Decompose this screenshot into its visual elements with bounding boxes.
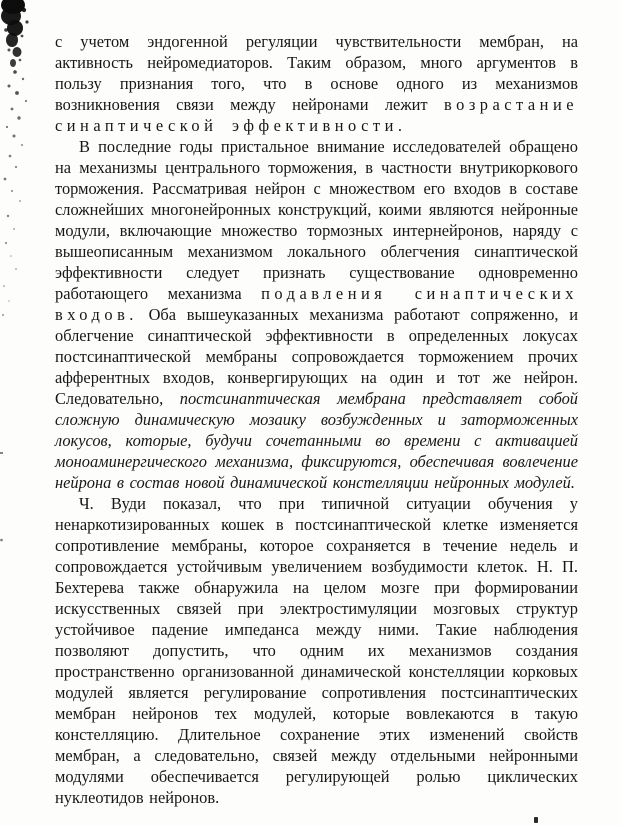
paragraph — [55, 136, 578, 493]
text-run-normal: Ч. Вуди показал, что при типичной ситуации обучения у ненаркотизированных кошек в постсинаптической клетке изменяется сопротивление мембраны, которое сохраняется в течение недель и сопровождается устойчивым увеличением возбудимости клеток. Н. П. Бехтерева также обнаружила на целом мозге при формировании искусственных связей при электростимуляции мозговых структур устойчивое падение импеданса между ними. Такие наблюдения позволяют допустить, что одним их механизмов создания пространственно организованной динамической констелляции корковых модулей является регулирование сопротивления постсинаптических мембран нейронов тех модулей, которые вовлекаются в такую констелляцию. Длительное сохранение этих изменений свойств мембран, а следовательно, связей между отдельными нейронными модулями обеспечивается регулирующей ролью циклических нуклеотидов нейронов. — [55, 494, 578, 807]
paragraph — [55, 31, 578, 136]
ink-smudge-artifact — [0, 0, 60, 560]
scan-speck-artifact — [534, 817, 538, 823]
text-run-spaced: подавления синаптических входов. — [55, 284, 579, 324]
paragraph — [55, 493, 578, 808]
text-run-normal: с учетом эндогенной регуляции чувствительности мембран, на активность нейромедиаторов. Таким образом, много аргументов в пользу признания того, что в основе одного из механизмов возникновения связи между нейронами лежит — [55, 32, 578, 114]
text-run-normal: В последние годы пристальное внимание исследователей обращено на механизмы центрального торможения, в частности внутрикоркового торможения. Рассматривая нейрон с множеством его входов в составе сложнейших многонейронных конструкций, коими являются нейронные модули, включающие множество тормозных интернейронов, наряду с вышеописанным механизмом локального облегчения синаптической эффективности следует признать существование одновременно работающего механизма — [55, 137, 578, 303]
text-run-italic: постсинаптическая мембрана представляет собой сложную динамическую мозаику возбужденных и заторможенных локусов, которые, будучи сочетанными во времени с активацией моноаминергического механизма, фиксируются, обеспечивая вовлечение нейрона в состав новой динамической констелляции нейронных модулей. — [55, 389, 578, 492]
text-run-spaced: возрастание синаптической эффективности. — [55, 95, 578, 135]
body-text — [55, 31, 578, 808]
text-run-normal: Оба вышеуказанных механизма работают сопряженно, и облегчение синаптической эффективности в определенных локусах постсинаптической мембраны сопровождается торможением прочих афферентных входов, конвергирующих на один и тот же нейрон. Следовательно, — [55, 305, 578, 408]
